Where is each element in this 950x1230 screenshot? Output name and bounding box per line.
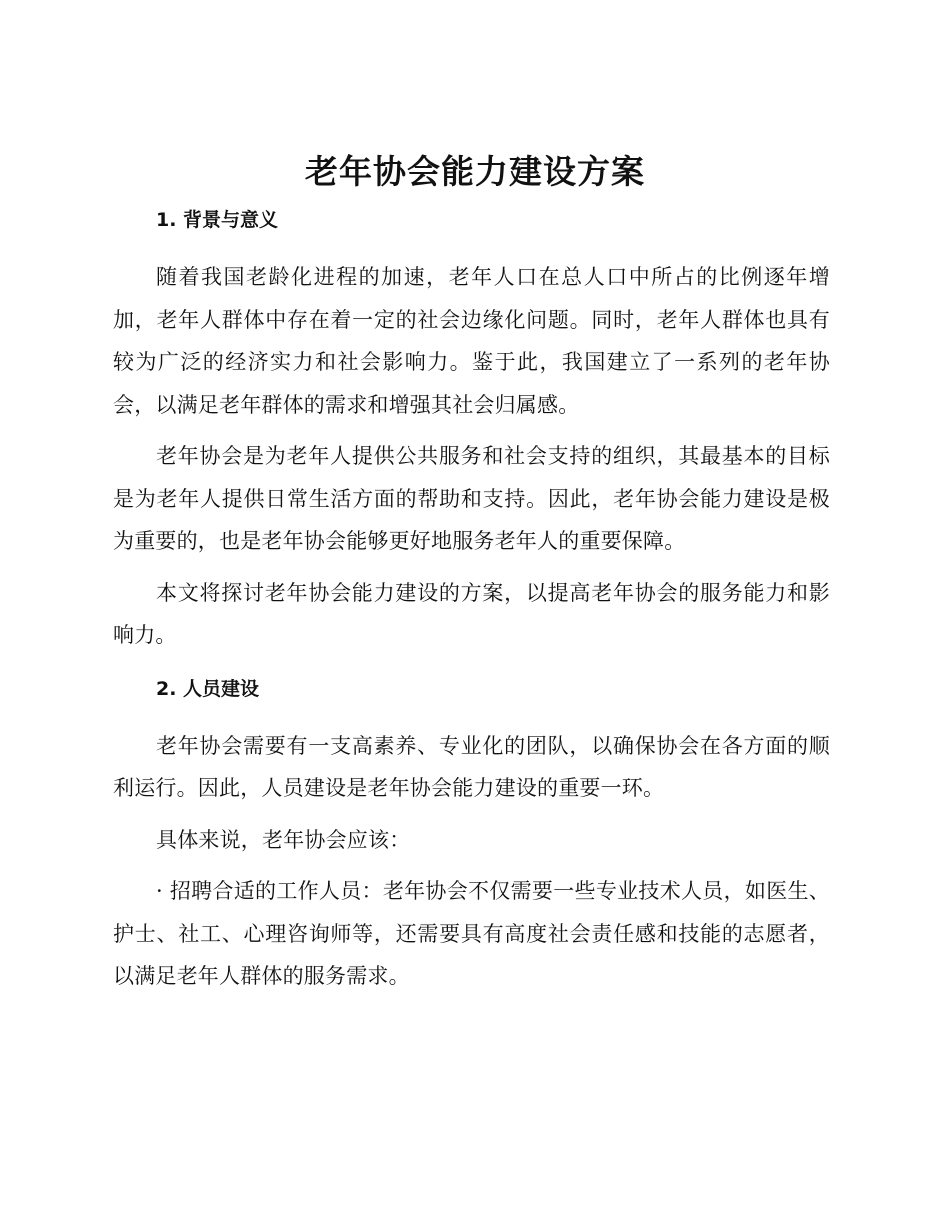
paragraph: 老年协会需要有一支高素养、专业化的团队，以确保协会在各方面的顺利运行。因此，人员建设是老年协会能力建设的重要一环。 <box>113 733 830 800</box>
document-title: 老年协会能力建设方案 <box>305 152 645 191</box>
section-heading-personnel: 2. 人员建设 <box>156 677 260 700</box>
paragraph: 老年协会是为老年人提供公共服务和社会支持的组织，其最基本的目标是为老年人提供日常生活方面的帮助和支持。因此，老年协会能力建设是极为重要的，也是老年协会能够更好地服务老年人的重要保障。 <box>113 444 830 553</box>
paragraph: 随着我国老龄化进程的加速，老年人口在总人口中所占的比例逐年增加，老年人群体中存在着一定的社会边缘化问题。同时，老年人群体也具有较为广泛的经济实力和社会影响力。鉴于此，我国建立了一系列的老年协会，以满足老年群体的需求和增强其社会归属感。 <box>113 265 830 417</box>
paragraph: 具体来说，老年协会应该： <box>156 827 411 852</box>
list-item-recruit: · 招聘合适的工作人员：老年协会不仅需要一些专业技术人员，如医生、护士、社工、心理咨询师等，还需要具有高度社会责任感和技能的志愿者，以满足老年人群体的服务需求。 <box>113 879 830 988</box>
document-body <box>113 200 830 998</box>
section-heading-background: 1. 背景与意义 <box>156 209 279 231</box>
paragraph: 本文将探讨老年协会能力建设的方案，以提高老年协会的服务能力和影响力。 <box>113 580 830 647</box>
